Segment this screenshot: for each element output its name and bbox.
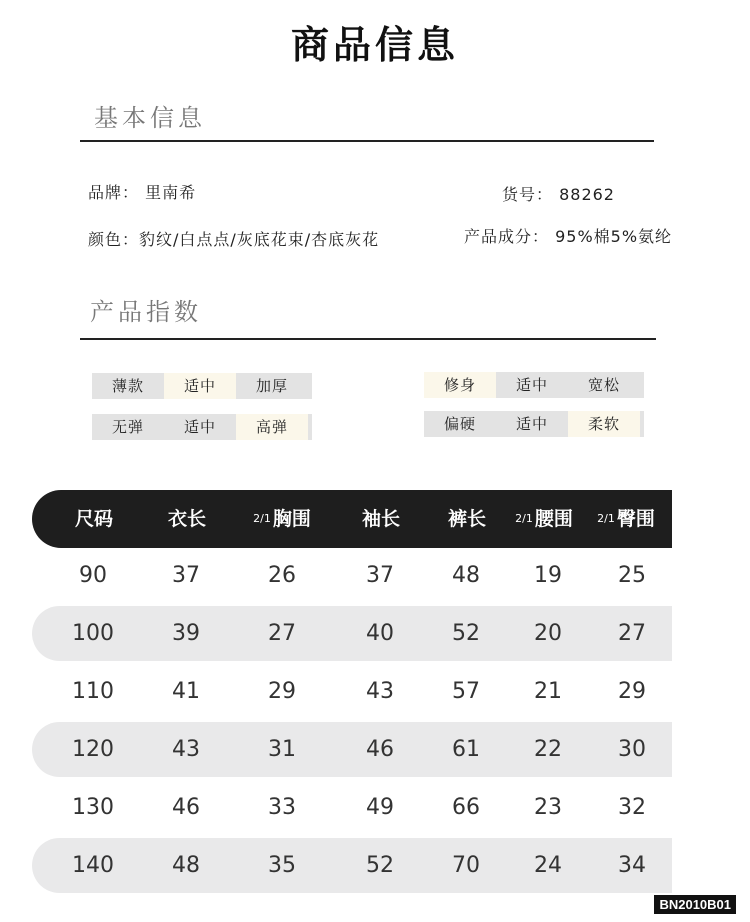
table-cell: 26 xyxy=(268,563,296,588)
table-cell: 46 xyxy=(366,737,394,762)
header-size: 尺码 xyxy=(74,508,114,530)
size-table-header xyxy=(32,490,672,548)
product-index-heading: 产品指数 xyxy=(90,298,202,326)
product-code-badge: BN2010B01 xyxy=(654,895,736,914)
header-hip: 2/1 臀围 xyxy=(597,508,655,530)
table-cell: 140 xyxy=(72,853,114,878)
table-cell: 110 xyxy=(72,679,114,704)
table-cell: 43 xyxy=(172,737,200,762)
header-length: 衣长 xyxy=(167,508,207,530)
table-cell: 20 xyxy=(534,621,562,646)
table-cell: 100 xyxy=(72,621,114,646)
table-cell: 66 xyxy=(452,795,480,820)
composition-label: 产品成分： 95%棉5%氨纶 xyxy=(464,227,673,246)
scale-option: 修身 xyxy=(424,372,496,398)
table-row xyxy=(32,722,672,777)
scale-option: 薄款 xyxy=(92,373,164,399)
scale-option: 适中 xyxy=(164,373,236,399)
scale-end-cap xyxy=(640,411,644,437)
basic-info-heading: 基本信息 xyxy=(94,104,206,132)
scale-option: 适中 xyxy=(496,411,568,437)
table-cell: 24 xyxy=(534,853,562,878)
scale-option: 加厚 xyxy=(236,373,308,399)
table-cell: 61 xyxy=(452,737,480,762)
fit-scale xyxy=(424,372,644,398)
table-cell: 29 xyxy=(618,679,646,704)
page-title: 商品信息 xyxy=(290,23,459,67)
table-cell: 52 xyxy=(452,621,480,646)
scale-option: 无弹 xyxy=(92,414,164,440)
table-cell: 35 xyxy=(268,853,296,878)
table-cell: 33 xyxy=(268,795,296,820)
table-cell: 27 xyxy=(618,621,646,646)
table-cell: 90 xyxy=(79,563,107,588)
scale-option: 宽松 xyxy=(568,372,640,398)
scale-end-cap xyxy=(308,373,312,399)
table-cell: 49 xyxy=(366,795,394,820)
table-cell: 43 xyxy=(366,679,394,704)
table-cell: 29 xyxy=(268,679,296,704)
table-cell: 37 xyxy=(172,563,200,588)
table-row xyxy=(32,548,672,603)
scale-end-cap xyxy=(308,414,312,440)
table-cell: 46 xyxy=(172,795,200,820)
table-cell: 31 xyxy=(268,737,296,762)
header-waist: 2/1 腰围 xyxy=(515,508,573,530)
table-cell: 52 xyxy=(366,853,394,878)
scale-option: 柔软 xyxy=(568,411,640,437)
basic-info-divider xyxy=(80,140,654,142)
table-cell: 21 xyxy=(534,679,562,704)
table-cell: 57 xyxy=(452,679,480,704)
table-cell: 25 xyxy=(618,563,646,588)
table-cell: 130 xyxy=(72,795,114,820)
table-cell: 120 xyxy=(72,737,114,762)
elasticity-scale xyxy=(92,414,312,440)
table-cell: 34 xyxy=(618,853,646,878)
table-cell: 48 xyxy=(172,853,200,878)
table-cell: 40 xyxy=(366,621,394,646)
softness-scale xyxy=(424,411,644,437)
item-number-label: 货号： 88262 xyxy=(502,185,615,204)
header-sleeve: 袖长 xyxy=(361,508,401,530)
scale-option: 高弹 xyxy=(236,414,308,440)
table-cell: 32 xyxy=(618,795,646,820)
colors-label: 颜色：豹纹/白点点/灰底花束/杏底灰花 xyxy=(88,230,380,249)
table-row xyxy=(32,606,672,661)
table-cell: 39 xyxy=(172,621,200,646)
table-cell: 27 xyxy=(268,621,296,646)
scale-option: 适中 xyxy=(496,372,568,398)
table-cell: 70 xyxy=(452,853,480,878)
header-chest: 2/1 胸围 xyxy=(253,508,311,530)
table-row xyxy=(32,780,672,835)
brand-label: 品牌： 里南希 xyxy=(88,183,197,202)
table-cell: 41 xyxy=(172,679,200,704)
scale-option: 偏硬 xyxy=(424,411,496,437)
thickness-scale xyxy=(92,373,312,399)
table-cell: 30 xyxy=(618,737,646,762)
scale-option: 适中 xyxy=(164,414,236,440)
table-cell: 22 xyxy=(534,737,562,762)
scale-end-cap xyxy=(640,372,644,398)
table-cell: 48 xyxy=(452,563,480,588)
table-cell: 23 xyxy=(534,795,562,820)
header-pants-length: 裤长 xyxy=(447,508,487,530)
table-row xyxy=(32,838,672,893)
table-row xyxy=(32,664,672,719)
table-cell: 19 xyxy=(534,563,562,588)
product-index-divider xyxy=(80,338,656,340)
table-cell: 37 xyxy=(366,563,394,588)
